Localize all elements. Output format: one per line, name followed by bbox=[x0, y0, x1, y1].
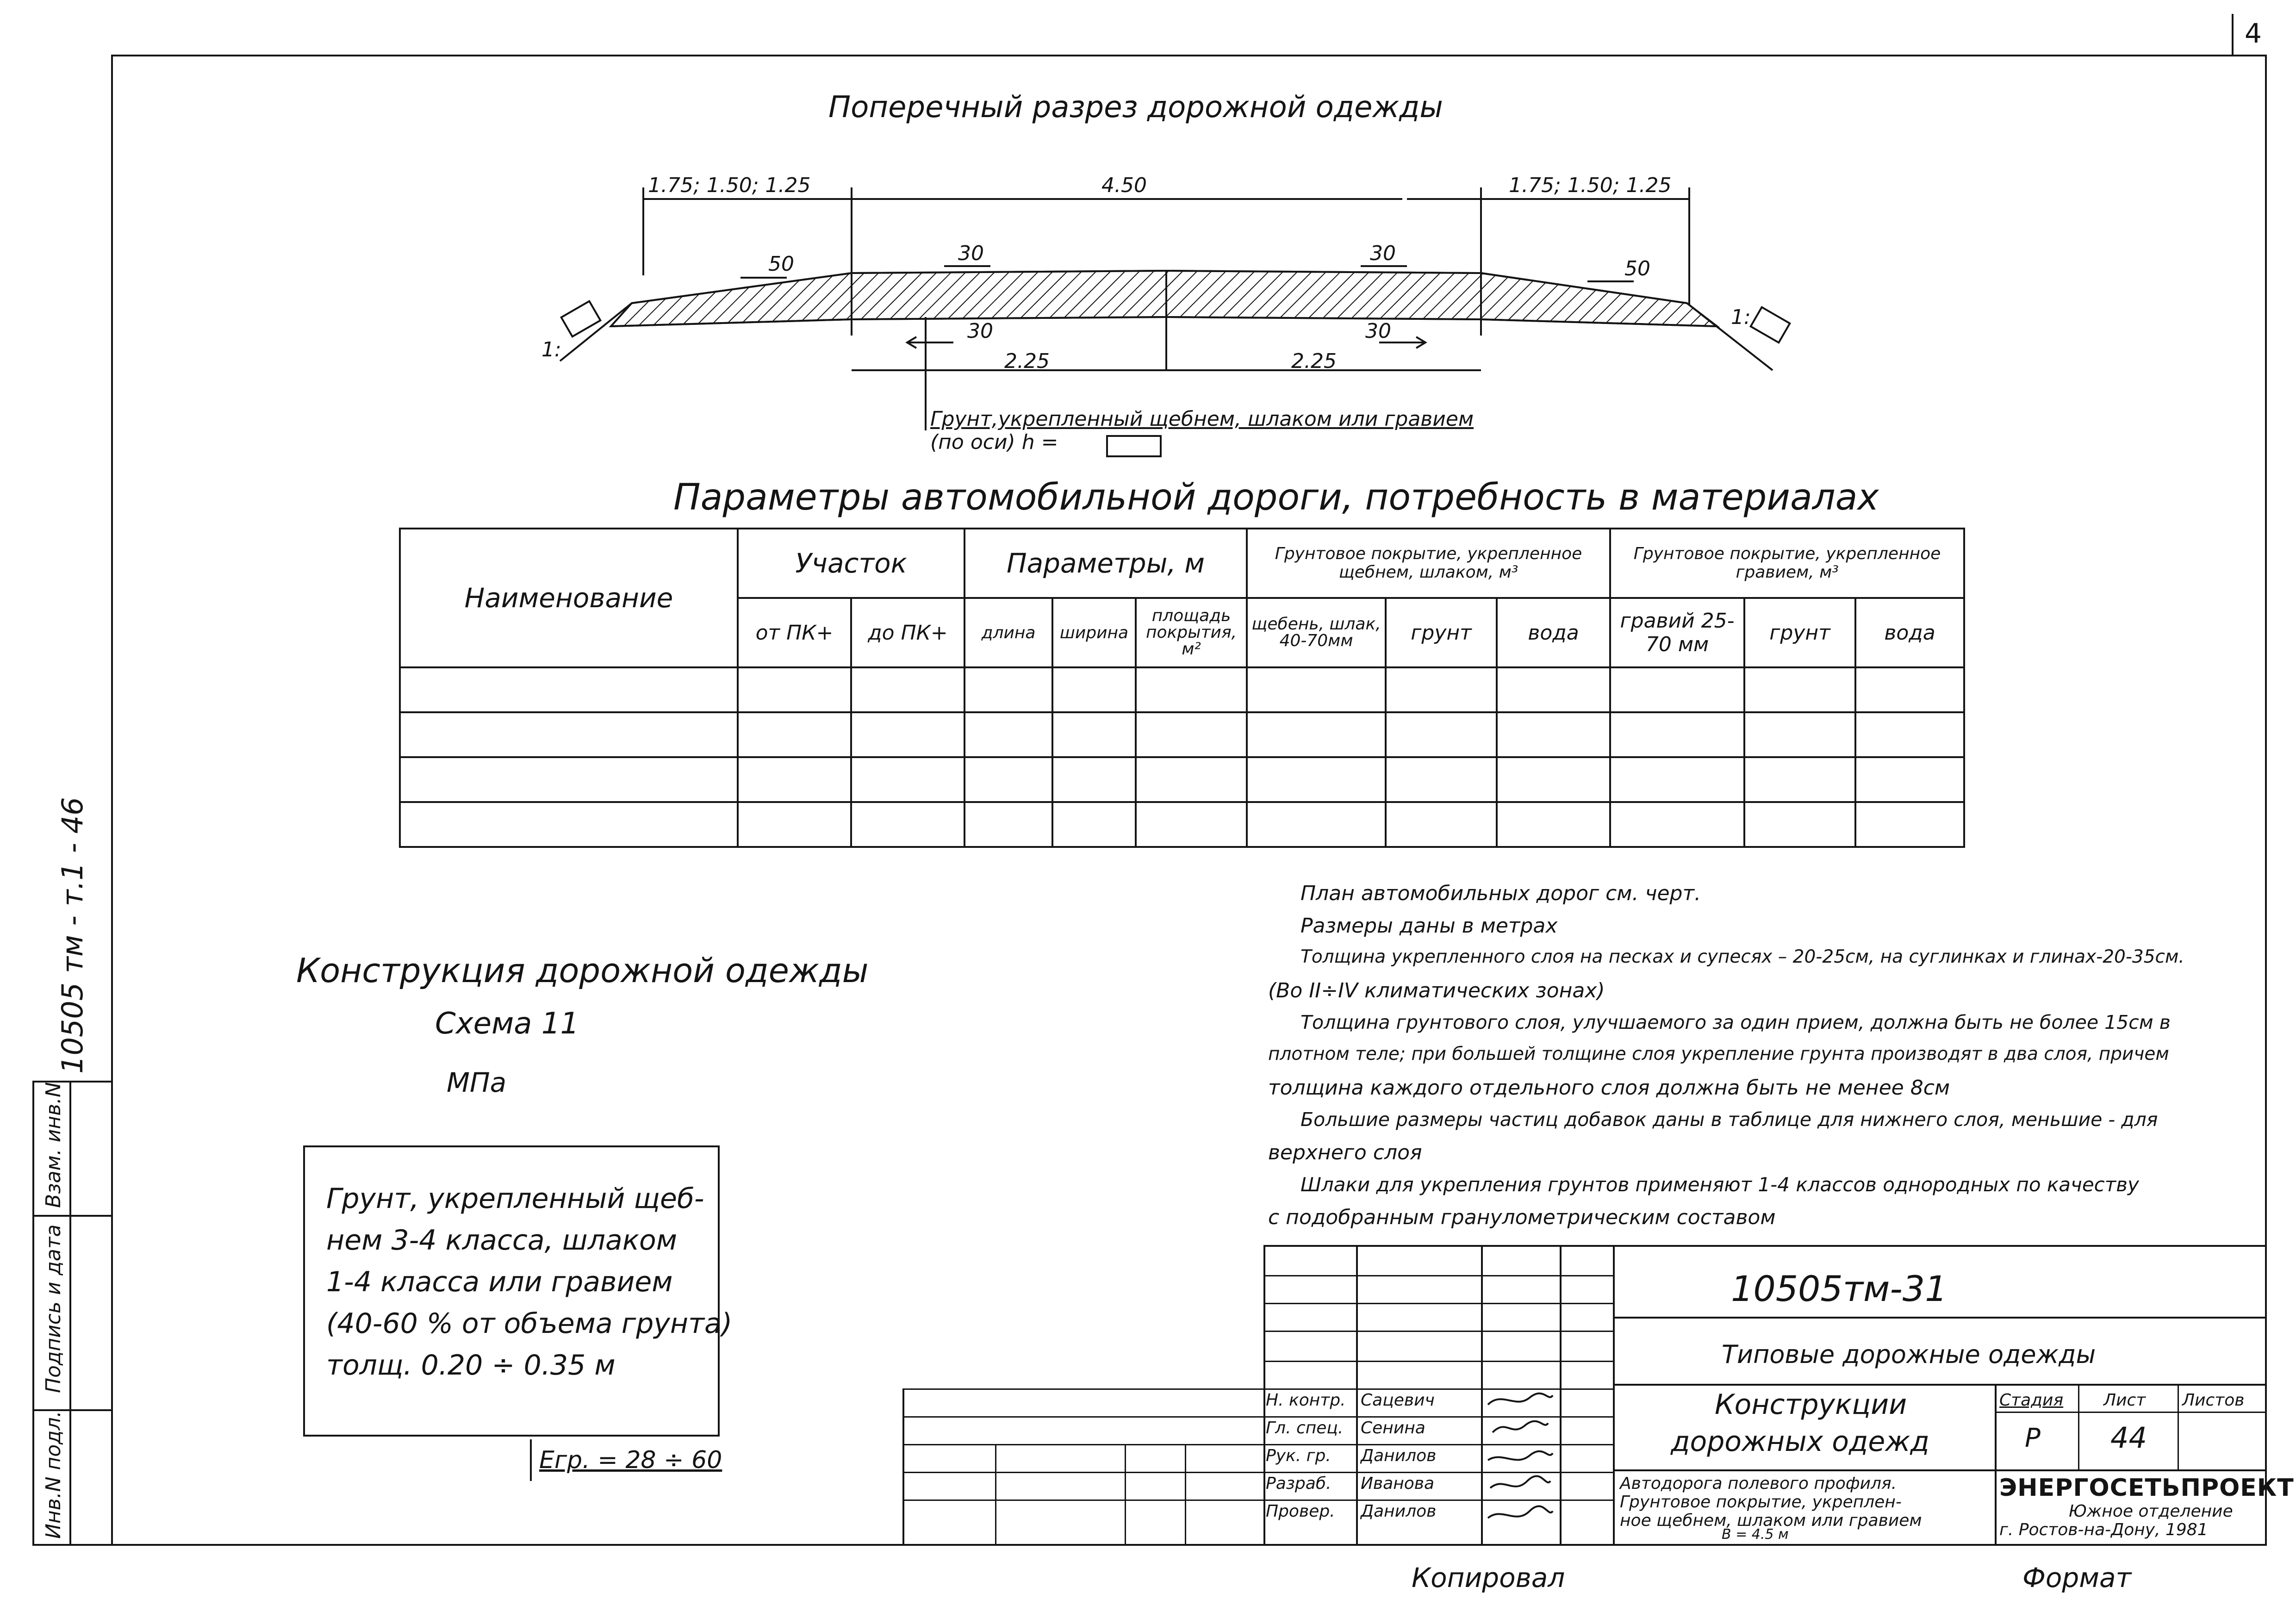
role-label: Провер. bbox=[1266, 1502, 1335, 1521]
modulus-value: Eгр. = 28 ÷ 60 bbox=[539, 1446, 722, 1474]
params-table-title: Параметры автомобильной дороги, потребность в материалах bbox=[673, 477, 1879, 518]
col-width-header: ширина bbox=[1052, 598, 1136, 667]
layer-note-line1: Грунт,укрепленный щебнем, шлаком или гравием bbox=[930, 407, 1474, 431]
col-parameters-header: Параметры, м bbox=[964, 529, 1247, 598]
slope-inner-right: 30 bbox=[1370, 242, 1396, 265]
sheet-title-line-1: Конструкции bbox=[1715, 1388, 1907, 1421]
tb-col bbox=[1185, 1444, 1186, 1546]
tb-col-right bbox=[2178, 1384, 2179, 1469]
tb-row bbox=[1263, 1275, 1613, 1276]
description-line-1: Автодорога полевого профиля. bbox=[1620, 1474, 1897, 1493]
col-length-header: длина bbox=[964, 598, 1052, 667]
col-to-header: до ПК+ bbox=[851, 598, 964, 667]
cross-section-drawing bbox=[509, 167, 1851, 444]
doc-code: 10505тм-31 bbox=[1731, 1268, 1948, 1309]
embank-left-label: 1: bbox=[541, 338, 561, 361]
col-from-header: от ПК+ bbox=[738, 598, 851, 667]
layer-box-bottom bbox=[303, 1435, 720, 1437]
description-line-4: B = 4.5 м bbox=[1722, 1526, 1789, 1543]
note-line-7: толщина каждого отдельного слоя должна быть не менее 8см bbox=[1268, 1076, 1950, 1100]
layer-line-1: Грунт, укрепленный щеб- bbox=[326, 1182, 704, 1215]
sheet-title-line-2: дорожных одежд bbox=[1671, 1425, 1929, 1458]
role-name: Сенина bbox=[1361, 1419, 1425, 1437]
role-name: Сацевич bbox=[1361, 1391, 1435, 1410]
footer-copied: Копировал bbox=[1412, 1562, 1565, 1593]
col-name-header: Наименование bbox=[400, 529, 738, 667]
layer-line-5: толщ. 0.20 ÷ 0.35 м bbox=[326, 1349, 616, 1381]
modulus-leader bbox=[530, 1439, 532, 1481]
sheets-label: Листов bbox=[2182, 1391, 2245, 1410]
note-line-6: плотном теле; при большей толщине слоя укрепление грунта производят в два слоя, причем bbox=[1268, 1044, 2169, 1064]
slope-right: 50 bbox=[1624, 257, 1650, 280]
side-label-signature-date: Подпись и дата bbox=[42, 1224, 65, 1393]
construction-unit: МПа bbox=[447, 1067, 507, 1098]
table-row bbox=[400, 757, 1964, 802]
role-name: Данилов bbox=[1361, 1502, 1437, 1521]
side-label-inv-original: Инв.N подл. bbox=[42, 1411, 65, 1539]
tb-col-right bbox=[1995, 1384, 1997, 1546]
dim-left-widths: 1.75; 1.50; 1.25 bbox=[648, 174, 811, 197]
note-line-9: верхнего слоя bbox=[1268, 1141, 1422, 1164]
layer-line-2: нем 3-4 класса, шлаком bbox=[326, 1224, 678, 1257]
slope-inner-left: 30 bbox=[958, 242, 984, 265]
layer-box-top bbox=[303, 1145, 720, 1147]
layer-line-3: 1-4 класса или гравием bbox=[326, 1266, 673, 1298]
side-label-replaced-inv: Взам. инв.N bbox=[42, 1082, 65, 1208]
dim-center-width: 4.50 bbox=[1101, 174, 1147, 197]
tb-row bbox=[1263, 1361, 1613, 1362]
tb-row-right bbox=[1995, 1412, 2267, 1413]
sheet-value: 44 bbox=[2110, 1421, 2147, 1455]
layer-note-line2: (по оси) h = bbox=[930, 430, 1058, 454]
table-row bbox=[400, 712, 1964, 757]
slope-bottom-left: 30 bbox=[967, 319, 993, 343]
description-line-2: Грунтовое покрытие, укреплен- bbox=[1620, 1493, 1902, 1512]
note-line-1: План автомобильных дорог см. черт. bbox=[1300, 882, 1701, 905]
page-number-divider bbox=[2232, 14, 2234, 55]
role-name: Иванова bbox=[1361, 1474, 1435, 1493]
layer-line-4: (40-60 % от объема грунта) bbox=[326, 1307, 733, 1340]
col-g2-soil-header: грунт bbox=[1744, 598, 1855, 667]
side-doc-code: 10505 тм - т.1 - 46 bbox=[56, 797, 89, 1074]
construction-scheme: Схема 11 bbox=[435, 1007, 579, 1041]
col-group1-header: Грунтовое покрытие, укрепленное щебнем, шлаком, м³ bbox=[1247, 529, 1610, 598]
col-g1-water-header: вода bbox=[1497, 598, 1610, 667]
construction-title: Конструкция дорожной одежды bbox=[296, 951, 869, 990]
dim-right-widths: 1.75; 1.50; 1.25 bbox=[1509, 174, 1672, 197]
col-g2-water-header: вода bbox=[1855, 598, 1964, 667]
col-area-header: площадь покрытия, м² bbox=[1136, 598, 1247, 667]
tb-col bbox=[1125, 1444, 1126, 1546]
footer-format: Формат bbox=[2022, 1562, 2132, 1593]
slope-left: 50 bbox=[768, 252, 794, 276]
tb-col bbox=[995, 1444, 996, 1546]
tb-row-main bbox=[1613, 1317, 2267, 1319]
table-row bbox=[400, 667, 1964, 712]
note-line-11: с подобранным гранулометрическим составом bbox=[1268, 1206, 1776, 1229]
note-line-3: Толщина укрепленного слоя на песках и супесях – 20-25см, на суглинках и глинах-20-35см. bbox=[1300, 946, 2184, 967]
description-line-3: ное щебнем, шлаком или гравием bbox=[1620, 1511, 1922, 1530]
note-line-2: Размеры даны в метрах bbox=[1300, 914, 1558, 938]
page-number: 4 bbox=[2245, 18, 2262, 49]
role-label: Гл. спец. bbox=[1266, 1419, 1344, 1437]
col-section-header: Участок bbox=[738, 529, 964, 598]
layer-thickness-box bbox=[1106, 435, 1162, 457]
tb-row bbox=[1263, 1331, 1613, 1332]
embank-right-label: 1: bbox=[1731, 305, 1751, 329]
side-stamp-divider-v bbox=[69, 1081, 71, 1546]
tb-col bbox=[1613, 1245, 1615, 1546]
params-table bbox=[399, 528, 1965, 848]
tb-row bbox=[1263, 1303, 1613, 1304]
col-g1-crushed-header: щебень, шлак, 40-70мм bbox=[1247, 598, 1386, 667]
note-line-8: Большие размеры частиц добавок даны в таблице для нижнего слоя, меньшие - для bbox=[1300, 1108, 2158, 1131]
half-width-left: 2.25 bbox=[1004, 349, 1050, 373]
org-branch: Южное отделение bbox=[2069, 1502, 2233, 1521]
role-label: Разраб. bbox=[1266, 1474, 1332, 1493]
role-label: Рук. гр. bbox=[1266, 1446, 1331, 1465]
note-line-4: (Во II÷IV климатических зонах) bbox=[1268, 979, 1605, 1002]
col-g2-gravel-header: гравий 25-70 мм bbox=[1610, 598, 1744, 667]
slope-bottom-right: 30 bbox=[1365, 319, 1391, 343]
tb-left-lower bbox=[902, 1388, 904, 1546]
col-g1-soil-header: грунт bbox=[1386, 598, 1497, 667]
signatures bbox=[1483, 1386, 1557, 1543]
side-stamp-divider bbox=[32, 1215, 113, 1217]
stage-value: Р bbox=[2025, 1423, 2041, 1453]
role-name: Данилов bbox=[1361, 1446, 1437, 1465]
role-label: Н. контр. bbox=[1266, 1391, 1346, 1410]
sheet-label: Лист bbox=[2103, 1391, 2146, 1410]
tb-row-main bbox=[1613, 1384, 2267, 1386]
note-line-5: Толщина грунтового слоя, улучшаемого за один прием, должна быть не более 15см в bbox=[1300, 1011, 2171, 1033]
col-group2-header: Грунтовое покрытие, укрепленное гравием, м³ bbox=[1610, 529, 1964, 598]
org-city: г. Ростов-на-Дону, 1981 bbox=[1999, 1520, 2208, 1539]
stage-label: Стадия bbox=[1999, 1391, 2064, 1410]
half-width-right: 2.25 bbox=[1291, 349, 1337, 373]
note-line-10: Шлаки для укрепления грунтов применяют 1-4 классов однородных по качеству bbox=[1300, 1173, 2139, 1196]
table-row bbox=[400, 802, 1964, 847]
cross-section-title: Поперечный разрез дорожной одежды bbox=[828, 90, 1443, 124]
tb-col-right bbox=[2078, 1384, 2079, 1469]
series-title: Типовые дорожные одежды bbox=[1722, 1340, 2096, 1369]
org-name: ЭНЕРГОСЕТЬПРОЕКТ bbox=[1999, 1474, 2294, 1502]
tb-top bbox=[1263, 1245, 2267, 1247]
tb-row-main bbox=[1613, 1469, 2267, 1471]
